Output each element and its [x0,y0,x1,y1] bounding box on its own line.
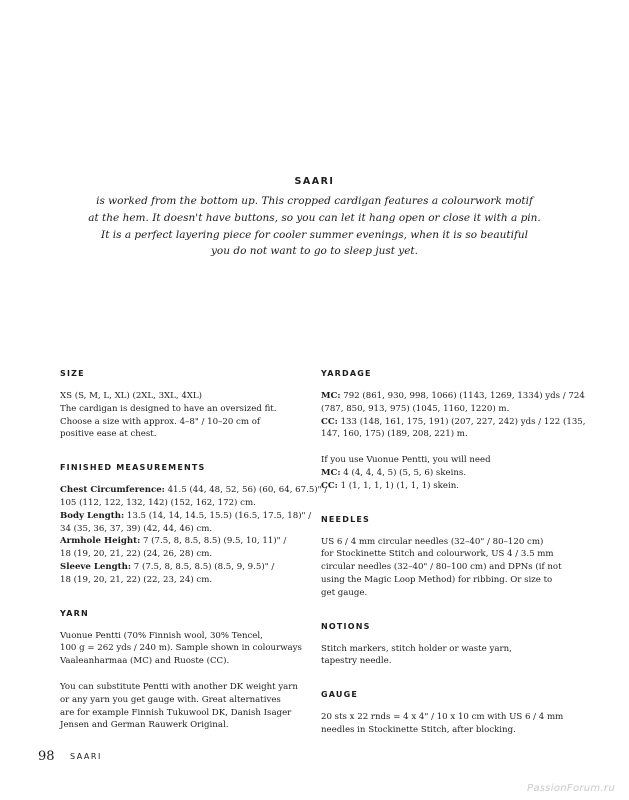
mc-skeins-label: MC: [321,467,341,478]
yarn-substitute-text: or any yarn you get gauge with. Great alternatives [60,694,281,705]
size-text: positive ease at chest. [60,429,157,440]
running-title: SAARI [70,752,102,761]
mc-skeins-value: 4 (4, 4, 4, 5) (5, 5, 6) skeins. [340,467,467,478]
cc-yardage-m: 147, 160, 175) (189, 208, 221) m. [321,429,468,440]
armhole-label: Armhole Height: [60,536,141,547]
chest-circumference [60,484,328,497]
armhole-value: 7 (7.5, 8, 8.5, 8.5) (9.5, 10, 11)" / [140,536,287,547]
yarn-text: 100 g = 262 yds / 240 m). Sample shown in colourways [60,643,302,654]
body-value-cm: 34 (35, 36, 37, 39) (42, 44, 46) cm. [60,523,213,534]
yarn-heading: YARN [60,608,89,618]
notions-text: Stitch markers, stitch holder or waste yarn, [321,643,512,654]
yarn-substitute-text: You can substitute Pentti with another DK weight yarn [60,681,298,692]
chest-label: Chest Circumference: [60,485,165,496]
gauge-text: needles in Stockinette Stitch, after blocking. [321,724,516,735]
mc-skeins [321,467,576,480]
size-heading: SIZE [60,369,85,378]
pattern-title: SAARI [294,176,335,187]
page-number: 98 [38,749,55,764]
gauge-heading: GAUGE [321,690,359,700]
yarn-text: Vaaleanharmaa (MC) and Ruoste (CC). [60,656,230,667]
cc-value: 133 (148, 161, 175, 191) (207, 227, 242) yds / 122 (135, [337,416,586,427]
needles-text: get gauge. [321,587,368,598]
mc-value: 792 (861, 930, 998, 1066) (1143, 1269, 1334) yds / 724 [340,391,585,401]
needles-text: for Stockinette Stitch and colourwork, US 4 / 3.5 mm [321,549,554,560]
cc-skeins-value: 1 (1, 1, 1, 1) (1, 1, 1) skein. [337,480,459,491]
mc-label: MC: [321,391,341,401]
gauge-text: 20 sts x 22 rnds = 4 x 4" / 10 x 10 cm with US 6 / 4 mm [321,712,564,723]
cc-skeins [321,480,576,493]
pentti-note: If you use Vuonue Pentti, you will need [321,455,491,466]
body-value: 13.5 (14, 14, 14.5, 15.5) (16.5, 17.5, 18)" / [124,510,312,521]
cc-skeins-label: CC: [321,480,338,491]
size-text: XS (S, M, L, XL) (2XL, 3XL, 4XL) [60,391,202,401]
left-column [60,368,328,732]
sleeve-value: 7 (7.5, 8, 8.5, 8.5) (8.5, 9, 9.5)" / [131,561,275,572]
intro-line: you do not want to go to sleep just yet. [211,245,418,258]
body-label: Body Length: [60,510,125,521]
cc-label: CC: [321,416,338,427]
needles-heading: NEEDLES [321,514,370,524]
chest-value: 41.5 (44, 48, 52, 56) (60, 64, 67.5)" / [164,485,328,496]
sleeve-length [60,561,305,574]
right-column [321,368,586,737]
finished-measurements-heading: FINISHED MEASUREMENTS [60,463,206,473]
notions-text: tapestry needle. [321,656,392,667]
needles-text: using the Magic Loop Method) for ribbing. Or size to [321,574,553,585]
intro-line: at the hem. It doesn't have buttons, so you can let it hang open or close it with a pin. [88,211,541,224]
sleeve-label: Sleeve Length: [60,561,132,572]
armhole-height [60,535,305,548]
sleeve-value-cm: 18 (19, 20, 21, 22) (22, 23, 24) cm. [60,574,213,585]
yarn-substitute-text: are for example Finnish Tukuwool DK, Danish Isager [60,707,292,718]
cc-yardage [321,416,586,429]
mc-yardage [321,390,585,403]
chest-value-cm: 105 (112, 122, 132, 142) (152, 162, 172) cm. [60,497,256,508]
body-length [60,510,312,523]
yardage-heading: YARDAGE [321,369,372,378]
yarn-substitute-text: Jensen and German Rauwerk Original. [60,720,229,731]
yarn-text: Vuonue Pentti (70% Finnish wool, 30% Tencel, [60,630,263,641]
needles-text: US 6 / 4 mm circular needles (32–40" / 80–120 cm) [321,536,544,547]
mc-yardage-m: (787, 850, 913, 975) (1045, 1160, 1220) m. [321,403,510,414]
intro-line: is worked from the bottom up. This cropped cardigan features a colourwork motif [96,195,533,207]
notions-heading: NOTIONS [321,621,371,631]
size-text: Choose a size with approx. 4–8" / 10–20 cm of [60,416,261,427]
intro-line: It is a perfect layering piece for cooler summer evenings, when it is so beautiful [101,228,528,241]
armhole-value-cm: 18 (19, 20, 21, 22) (24, 26, 28) cm. [60,549,213,560]
needles-text: circular needles (32–40" / 80–100 cm) and DPNs (if not [321,562,562,573]
size-text: The cardigan is designed to have an oversized fit. [60,403,277,414]
intro-block [0,176,629,260]
watermark: PassionForum.ru [526,783,615,794]
